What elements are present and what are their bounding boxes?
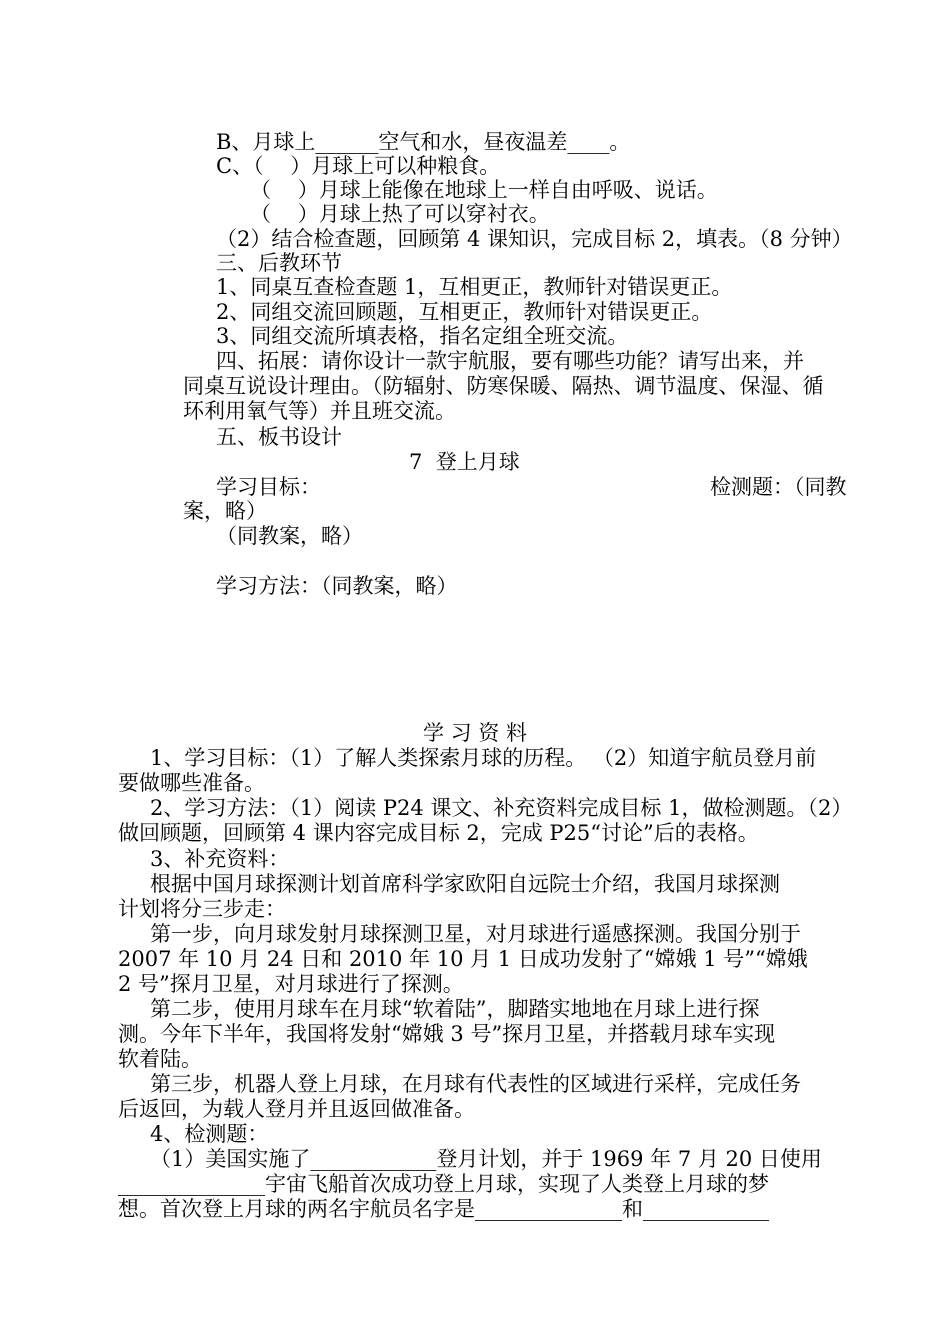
material-step3-line2: 后返回，为载人登月并且返回做准备。 bbox=[118, 1097, 475, 1121]
material-step2-line1: 第二步，使用月球车在月球“软着陆”，脚踏实地地在月球上进行探 bbox=[150, 997, 760, 1021]
board-check-cont: 案，略） bbox=[183, 499, 267, 523]
question-c3-line: （ ）月球上热了可以穿衬衣。 bbox=[250, 202, 550, 226]
material-method-line1: 2、学习方法：（1）阅读 P24 课文、补充资料完成目标 1，做检测题。（2） bbox=[150, 796, 853, 820]
material-question1-line2: ______________宇宙飞船首次成功登上月球，实现了人类登上月球的梦 bbox=[118, 1172, 769, 1196]
board-check-label: 检测题：（同教 bbox=[710, 475, 847, 499]
material-intro-line1: 根据中国月球探测计划首席科学家欧阳自远院士介绍，我国月球探测 bbox=[150, 872, 780, 896]
section3-item1: 1、同桌互查检查题 1，互相更正，教师针对错误更正。 bbox=[216, 275, 733, 299]
material-question1-line1: （1）美国实施了____________登月计划，并于 1969 年 7 月 20 日使用 bbox=[150, 1147, 822, 1171]
material-step2-line3: 软着陆。 bbox=[118, 1047, 202, 1071]
question-b-line: B、月球上______空气和水，昼夜温差____。 bbox=[216, 130, 631, 154]
section4-line1: 四、拓展：请你设计一款宇航服，要有哪些功能？请写出来，并 bbox=[216, 349, 804, 373]
material-step1-line1: 第一步，向月球发射月球探测卫星，对月球进行遥感探测。我国分别于 bbox=[150, 922, 801, 946]
material-title: 学 习 资 料 bbox=[423, 721, 528, 745]
material-step1-line3: 2 号”探月卫星，对月球进行了探测。 bbox=[118, 972, 464, 996]
section3-item2: 2、同组交流回顾题，互相更正，教师针对错误更正。 bbox=[216, 300, 713, 324]
section4-line2: 同桌互说设计理由。（防辐射、防寒保暖、隔热、调节温度、保湿、循 bbox=[183, 374, 824, 398]
material-method-line2: 做回顾题，回顾第 4 课内容完成目标 2，完成 P25“讨论”后的表格。 bbox=[118, 821, 759, 845]
material-supplement-title: 3、补充资料： bbox=[150, 847, 290, 871]
board-method: 学习方法：（同教案，略） bbox=[216, 574, 458, 598]
question-c-line: C、（ ）月球上可以种粮食。 bbox=[216, 154, 501, 178]
board-title: 7 登上月球 bbox=[409, 450, 520, 474]
material-step1-line2: 2007 年 10 月 24 日和 2010 年 10 月 1 日成功发射了“嫦娥 1 号”“嫦娥 bbox=[118, 947, 808, 971]
material-step2-line2: 测。今年下半年，我国将发射“嫦娥 3 号”探月卫星，并搭载月球车实现 bbox=[118, 1022, 776, 1046]
section5-title: 五、板书设计 bbox=[216, 425, 342, 449]
section3-title: 三、后教环节 bbox=[216, 251, 342, 275]
section4-line3: 环利用氧气等）并且班交流。 bbox=[183, 399, 456, 423]
question-c2-line: （ ）月球上能像在地球上一样自由呼吸、说话。 bbox=[250, 178, 718, 202]
material-check-title: 4、检测题： bbox=[150, 1122, 269, 1146]
board-goal-label: 学习目标： bbox=[216, 475, 321, 499]
material-intro-line2: 计划将分三步走： bbox=[118, 897, 286, 921]
section3-item3: 3、同组交流所填表格，指名定组全班交流。 bbox=[216, 324, 629, 348]
step2-instruction: （2）结合检查题，回顾第 4 课知识，完成目标 2，填表。（8 分钟） bbox=[216, 227, 853, 251]
material-goal-line1: 1、学习目标：（1）了解人类探索月球的历程。 （2）知道宇航员登月前 bbox=[150, 746, 817, 770]
material-step3-line1: 第三步，机器人登上月球，在月球有代表性的区域进行采样，完成任务 bbox=[150, 1072, 801, 1096]
board-goal-value: （同教案，略） bbox=[216, 524, 363, 548]
material-goal-line2: 要做哪些准备。 bbox=[118, 771, 265, 795]
material-question1-line3: 想。首次登上月球的两名宇航员名字是______________和____________ bbox=[118, 1197, 769, 1221]
